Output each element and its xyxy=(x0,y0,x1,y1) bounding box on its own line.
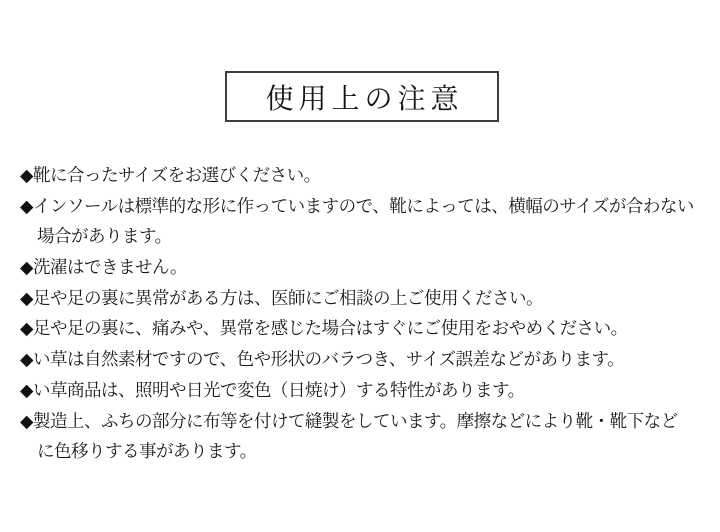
notice-list xyxy=(20,160,720,467)
diamond-bullet-icon: ◆ xyxy=(20,349,33,370)
notice-text: い草は自然素材ですので、色や形状のバラつき、サイズ誤差などがあります。 xyxy=(32,349,625,370)
notice-line xyxy=(20,375,720,406)
notice-line xyxy=(20,313,720,344)
notice-line xyxy=(20,191,720,222)
diamond-bullet-icon: ◆ xyxy=(20,257,33,278)
notice-line xyxy=(20,283,720,314)
notice-line xyxy=(20,344,720,375)
notice-continuation-line xyxy=(20,436,720,467)
notice-text: 製造上、ふちの部分に布等を付けて縫製をしています。摩擦などにより靴・靴下など xyxy=(32,410,678,431)
notice-text: 足や足の裏に、痛みや、異常を感じた場合はすぐにご使用をおやめください。 xyxy=(32,318,628,339)
diamond-bullet-icon: ◆ xyxy=(20,379,33,400)
notice-line xyxy=(20,406,720,437)
notice-text: インソールは標準的な形に作っていますので、靴によっては、横幅のサイズが合わない xyxy=(32,195,694,216)
notice-text: 足や足の裏に異常がある方は、医師にご相談の上ご使用ください。 xyxy=(32,287,543,308)
notice-text: 洗濯はできません。 xyxy=(32,257,188,278)
notice-text: い草商品は、照明や日光で変色（日焼け）する特性があります。 xyxy=(32,379,525,400)
page-title: 使用上の注意 xyxy=(265,83,464,115)
notice-line xyxy=(20,160,720,191)
notice-continuation-line xyxy=(20,221,720,252)
notice-line xyxy=(20,252,720,283)
diamond-bullet-icon: ◆ xyxy=(20,318,33,339)
diamond-bullet-icon: ◆ xyxy=(20,287,33,308)
diamond-bullet-icon: ◆ xyxy=(20,165,33,185)
diamond-bullet-icon: ◆ xyxy=(20,195,33,216)
notice-text: 靴に合ったサイズをお選びください。 xyxy=(32,165,321,185)
notice-text: に色移りする事があります。 xyxy=(37,441,257,462)
diamond-bullet-icon: ◆ xyxy=(20,410,33,431)
title-box xyxy=(225,71,499,122)
notice-text: 場合があります。 xyxy=(37,226,172,247)
